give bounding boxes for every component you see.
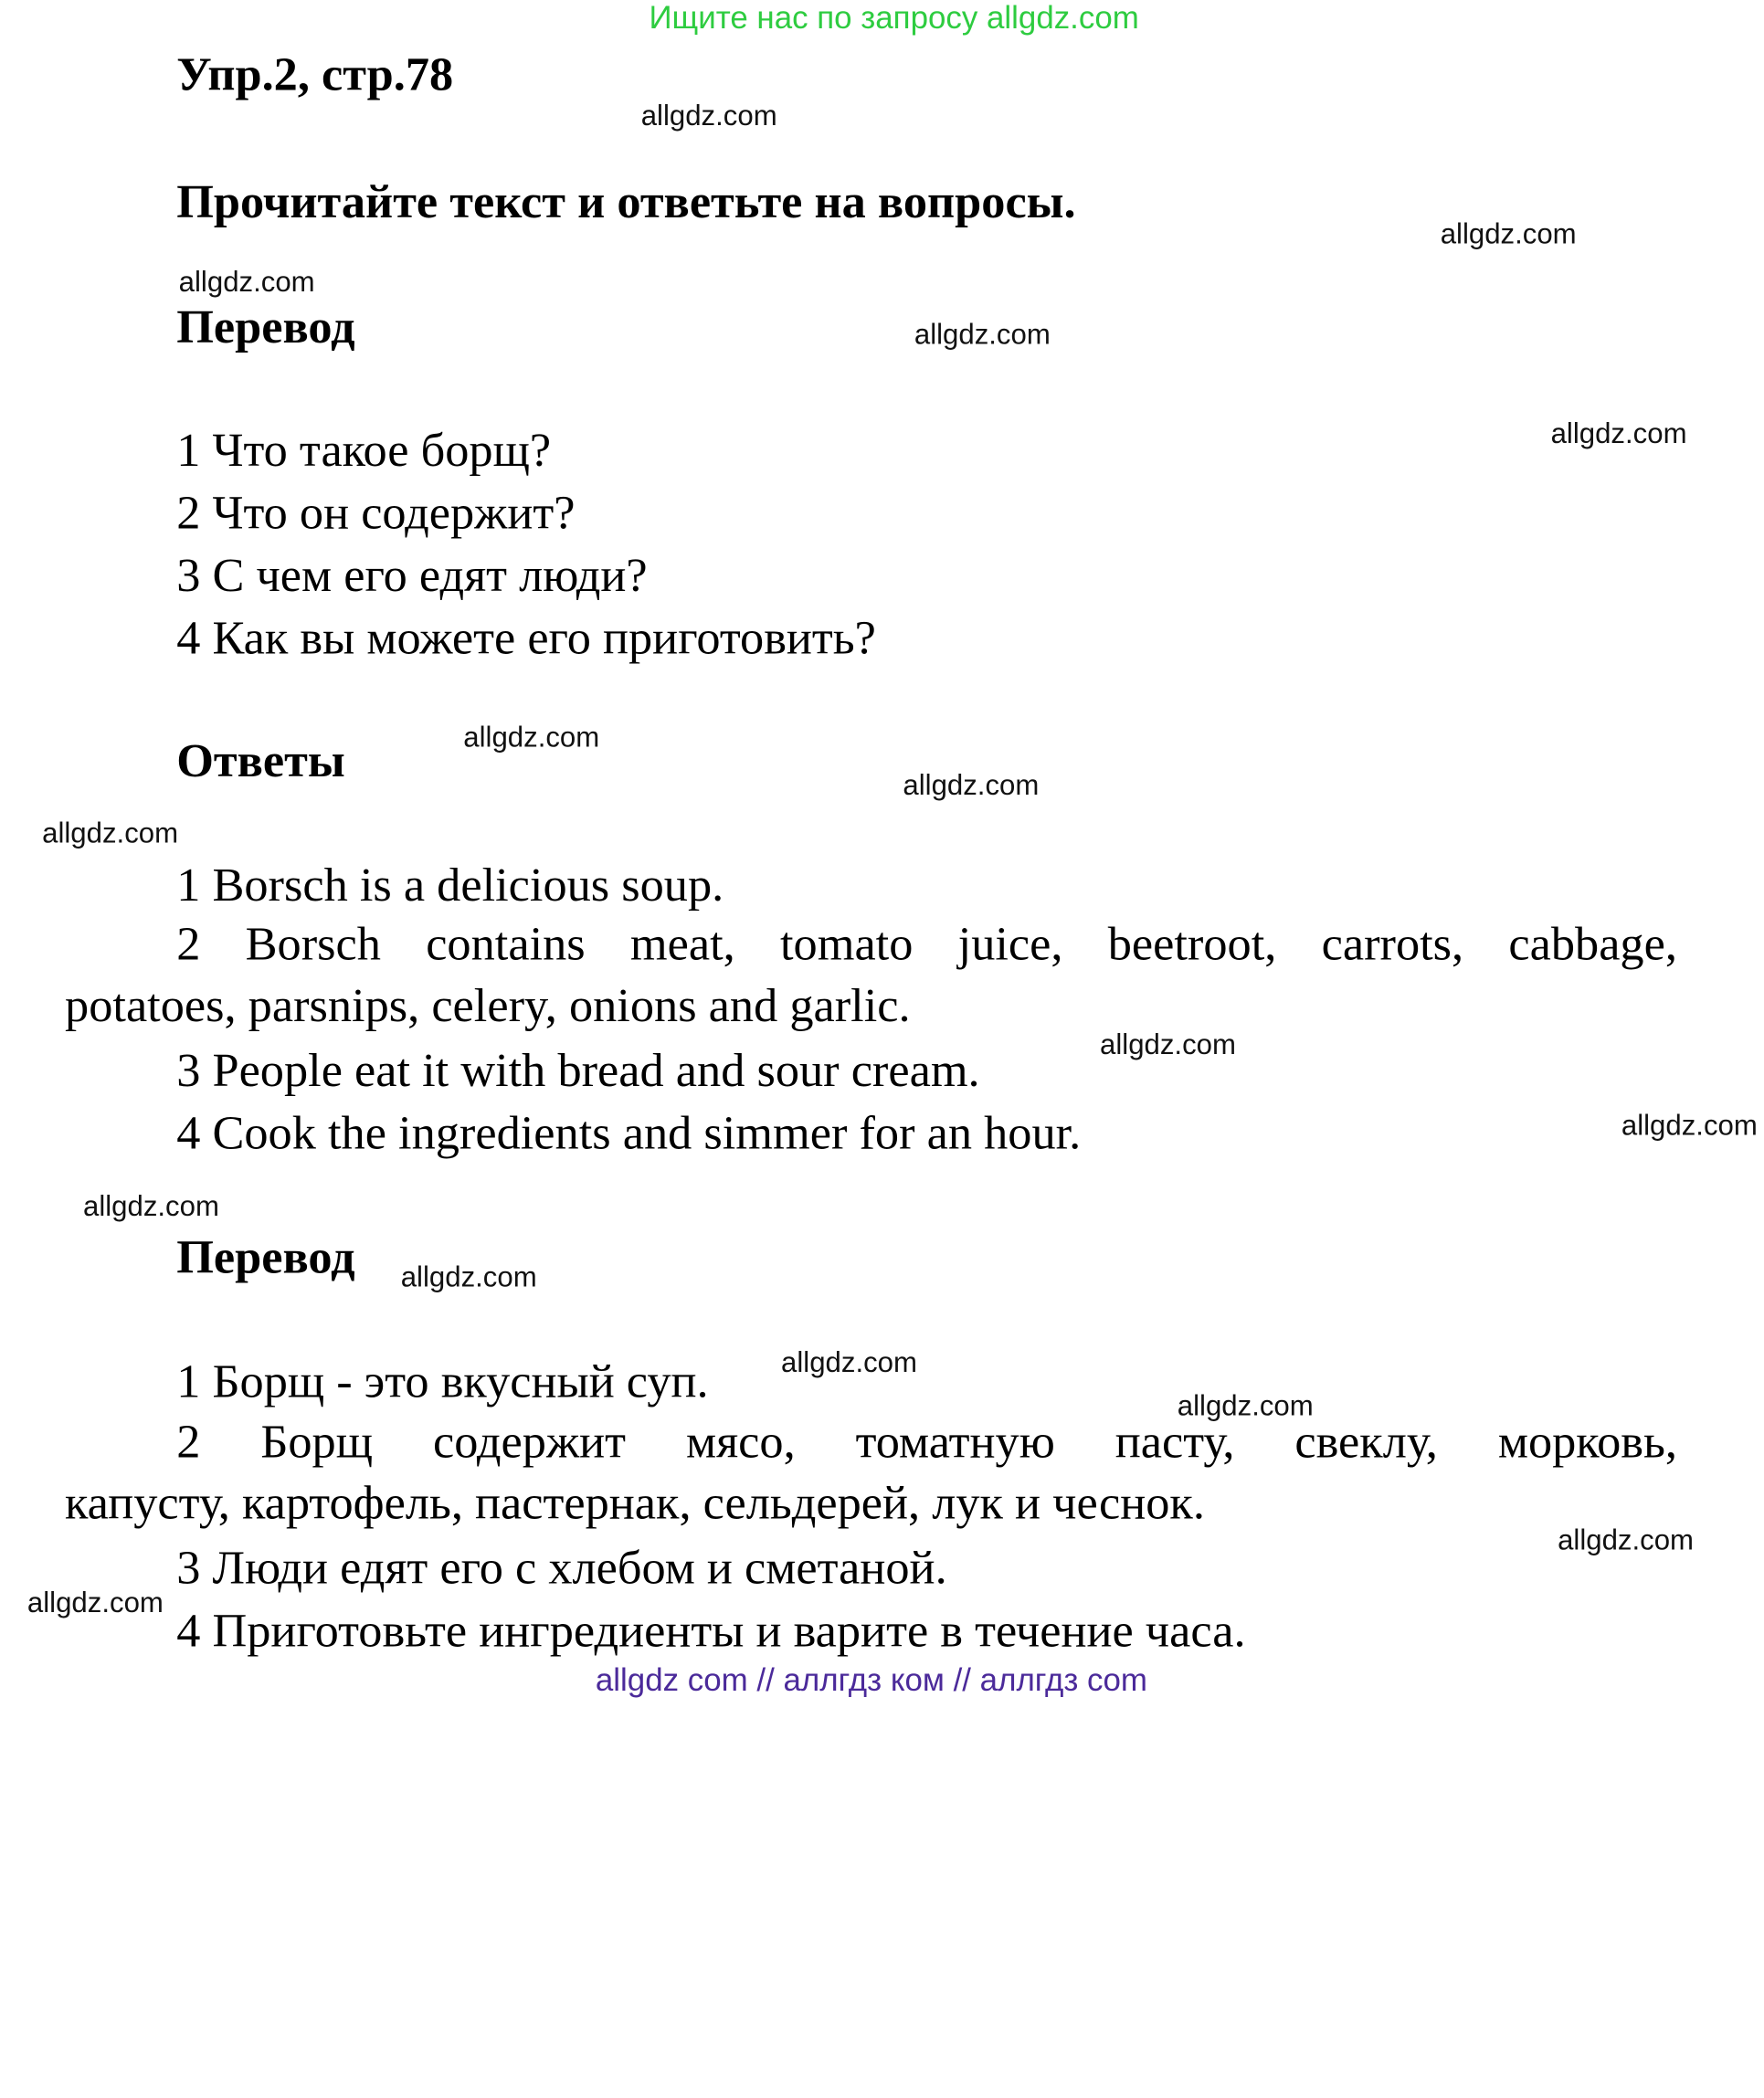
answer-2-line-1: 2 Borsch contains meat, tomato juice, beetroot, carrots, cabbage, xyxy=(176,918,1677,972)
answers-heading: Ответы xyxy=(176,735,345,788)
answer-2 xyxy=(65,914,1677,1038)
translation-2-line-2: капусту, картофель, пастернак, сельдерей, лук и чеснок. xyxy=(65,1477,1205,1531)
watermark: allgdz.com xyxy=(178,266,315,299)
watermark: allgdz.com xyxy=(640,100,777,132)
watermark: allgdz.com xyxy=(914,318,1051,351)
question-1: 1 Что такое борщ? xyxy=(176,424,552,478)
translation-heading-2: Перевод xyxy=(176,1231,355,1284)
answer-3: 3 People eat it with bread and sour cream. xyxy=(176,1045,980,1098)
watermark: allgdz.com xyxy=(781,1346,917,1379)
watermark: allgdz.com xyxy=(903,769,1040,802)
bottom-banner: allgdz com // аллгдз ком // аллгдз com xyxy=(595,1661,1147,1698)
translation-heading-1: Перевод xyxy=(176,301,355,354)
question-4: 4 Как вы можете его приготовить? xyxy=(176,612,876,665)
watermark: allgdz.com xyxy=(1440,218,1577,251)
answer-1: 1 Borsch is a delicious soup. xyxy=(176,859,724,912)
watermark: allgdz.com xyxy=(26,1587,164,1619)
answer-4: 4 Cook the ingredients and simmer for an hour. xyxy=(176,1107,1082,1161)
watermark: allgdz.com xyxy=(42,817,179,849)
exercise-instruction: Прочитайте текст и ответьте на вопросы. xyxy=(176,176,1076,229)
translation-3: 3 Люди едят его с хлебом и сметаной. xyxy=(176,1542,947,1596)
watermark: allgdz.com xyxy=(1100,1028,1236,1061)
translation-2-line-1: 2 Борщ содержит мясо, томатную пасту, свеклу, морковь, xyxy=(176,1416,1677,1469)
watermark: allgdz.com xyxy=(82,1190,219,1223)
watermark: allgdz.com xyxy=(1621,1110,1758,1143)
question-3: 3 С чем его едят люди? xyxy=(176,550,648,603)
watermark: allgdz.com xyxy=(400,1261,537,1293)
translation-1: 1 Борщ - это вкусный суп. xyxy=(176,1355,709,1408)
top-banner: Ищите нас по запросу allgdz.com xyxy=(649,0,1139,36)
exercise-title: Упр.2, стр.78 xyxy=(176,48,454,101)
translation-4: 4 Приготовьте ингредиенты и варите в течение часа. xyxy=(176,1605,1246,1658)
watermark: allgdz.com xyxy=(1558,1523,1695,1556)
answer-2-line-2: potatoes, parsnips, celery, onions and garlic. xyxy=(65,980,911,1033)
translation-2 xyxy=(65,1412,1677,1535)
question-2: 2 Что он содержит? xyxy=(176,487,576,540)
watermark: allgdz.com xyxy=(1177,1389,1314,1422)
watermark: allgdz.com xyxy=(1550,417,1687,450)
watermark: allgdz.com xyxy=(463,722,600,754)
